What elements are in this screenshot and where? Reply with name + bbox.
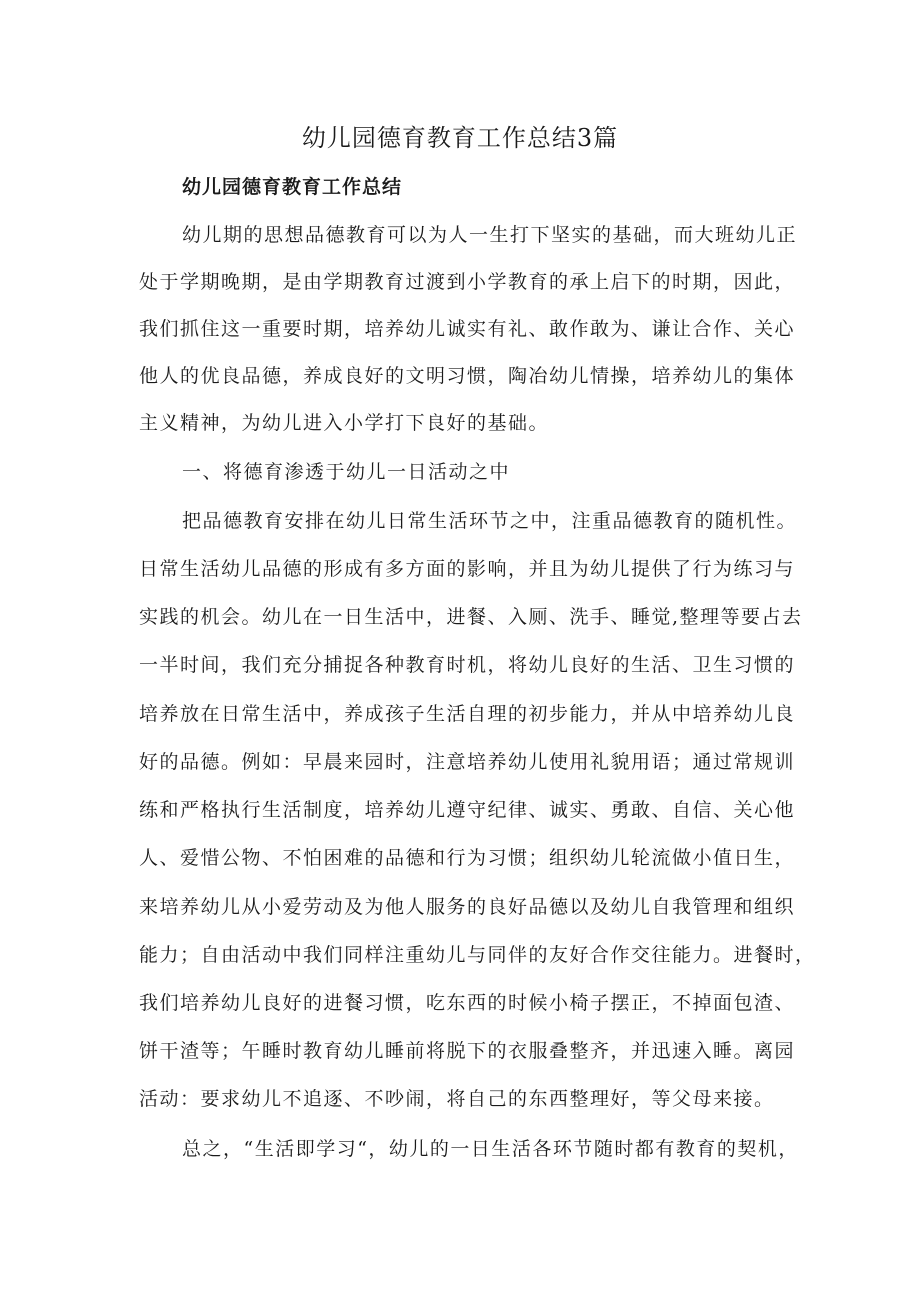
paragraph-line: 把品德教育安排在幼儿日常生活环节之中，注重品德教育的随机性。 bbox=[182, 510, 798, 532]
section-item-heading: 一、将德育渗透于幼儿一日活动之中 bbox=[182, 461, 511, 483]
paragraph-line: 主义精神，为幼儿进入小学打下良好的基础。 bbox=[139, 412, 550, 434]
paragraph-line: 一半时间，我们充分捕捉各种教育时机，将幼儿良好的生活、卫生习惯的 bbox=[139, 654, 796, 676]
paragraph-line: 饼干渣等；午睡时教育幼儿睡前将脱下的衣服叠整齐，并迅速入睡。离园 bbox=[139, 1040, 796, 1062]
paragraph-line: 我们抓住这一重要时期，培养幼儿诚实有礼、敢作敢为、谦让合作、关心 bbox=[139, 318, 796, 340]
paragraph-line: 好的品德。例如：早晨来园时，注意培养幼儿使用礼貌用语；通过常规训 bbox=[139, 751, 796, 773]
paragraph-line: 实践的机会。幼儿在一日生活中，进餐、入厕、洗手、睡觉,整理等要占去 bbox=[139, 606, 803, 628]
section-heading: 幼儿园德育教育工作总结 bbox=[182, 176, 403, 198]
paragraph-line: 处于学期晚期，是由学期教育过渡到小学教育的承上启下的时期，因此， bbox=[139, 271, 796, 293]
paragraph-line: 练和严格执行生活制度，培养幼儿遵守纪律、诚实、勇敢、自信、关心他 bbox=[139, 799, 796, 821]
paragraph-line: 培养放在日常生活中，养成孩子生活自理的初步能力，并从中培养幼儿良 bbox=[139, 703, 796, 725]
paragraph-line: 我们培养幼儿良好的进餐习惯，吃东西的时候小椅子摆正，不掉面包渣、 bbox=[139, 992, 796, 1014]
document-title: 幼儿园德育教育工作总结3篇 bbox=[301, 124, 619, 152]
paragraph-line: 幼儿期的思想品德教育可以为人一生打下坚实的基础，而大班幼儿正 bbox=[182, 224, 798, 246]
paragraph-line: 活动：要求幼儿不追逐、不吵闹，将自己的东西整理好，等父母来接。 bbox=[139, 1088, 775, 1110]
paragraph-line: 来培养幼儿从小爱劳动及为他人服务的良好品德以及幼儿自我管理和组织 bbox=[139, 896, 796, 918]
paragraph-line: 总之，“生活即学习“，幼儿的一日生活各环节随时都有教育的契机， bbox=[182, 1138, 799, 1160]
paragraph-line: 能力；自由活动中我们同样注重幼儿与同伴的友好合作交往能力。进餐时， bbox=[139, 944, 816, 966]
paragraph-line: 他人的优良品德，养成良好的文明习惯，陶冶幼儿情操，培养幼儿的集体 bbox=[139, 365, 796, 387]
paragraph-line: 人、爱惜公物、不怕困难的品德和行为习惯；组织幼儿轮流做小值日生， bbox=[139, 847, 796, 869]
paragraph-line: 日常生活幼儿品德的形成有多方面的影响，并且为幼儿提供了行为练习与 bbox=[139, 558, 796, 580]
